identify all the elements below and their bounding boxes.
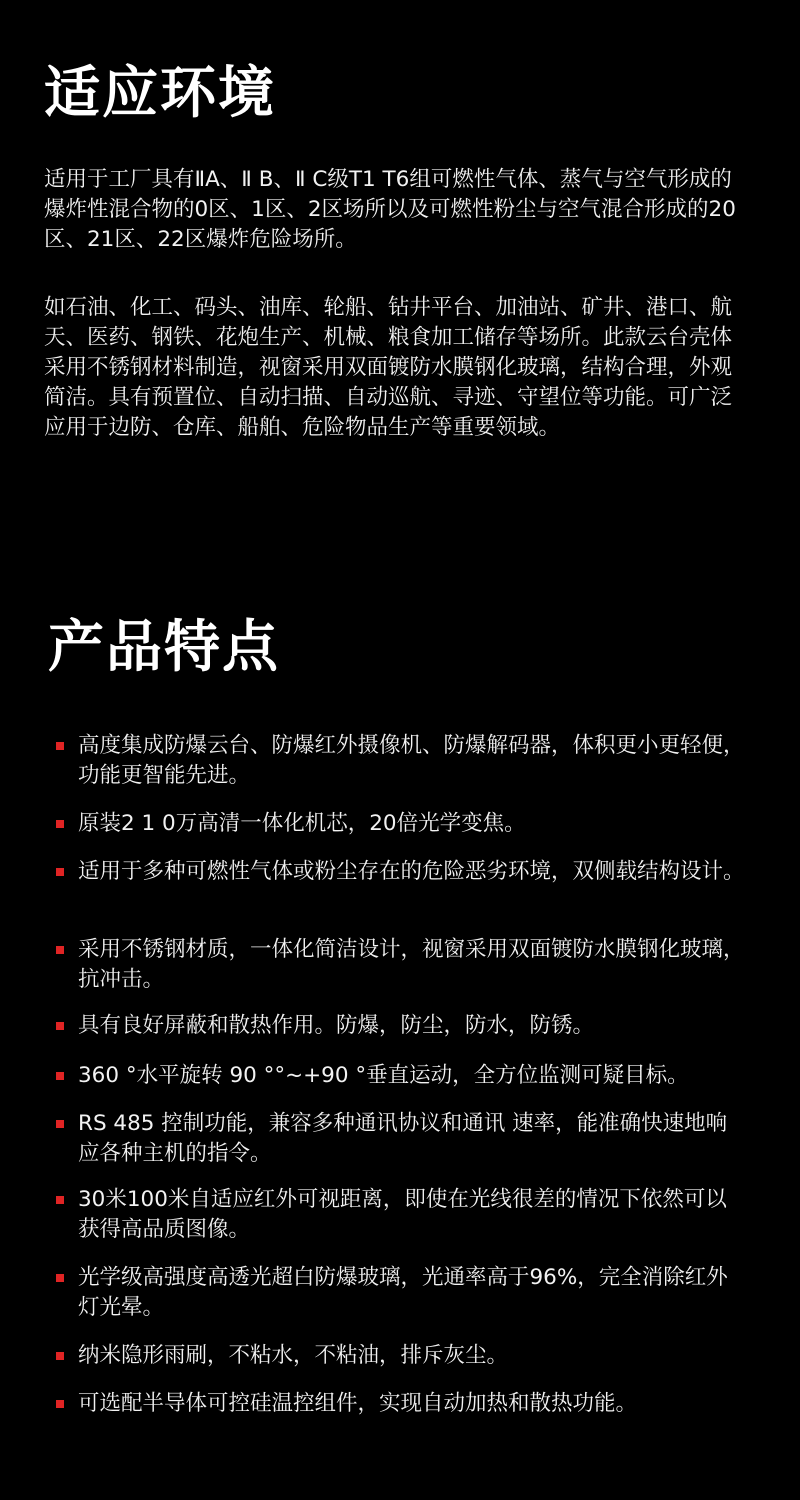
- features-heading: 产品特点: [48, 615, 280, 680]
- feature-text: 30米100米自适应红外可视距离，即使在光线很差的情况下依然可以获得高品质图像。: [78, 1187, 727, 1242]
- feature-text: 高度集成防爆云台、防爆红外摄像机、防爆解码器，体积更小更轻便，功能更智能先进。: [78, 733, 745, 788]
- bullet-square-icon: [56, 1120, 64, 1128]
- feature-text: 可选配半导体可控硅温控组件，实现自动加热和散热功能。: [78, 1391, 638, 1416]
- environment-paragraph-2: 如石油、化工、码头、油库、轮船、钻井平台、加油站、矿井、港口、航天、医药、钢铁、花炮生产、机械、粮食加工储存等场所。此款云台壳体采用不锈钢材料制造，视窗采用双面镀防水膜钢化玻璃，结构合理，外观简洁。具有预置位、自动扫描、自动巡航、寻迹、守望位等功能。可广泛应用于边防、仓库、船舶、危险物品生产等重要领域。: [44, 295, 733, 440]
- feature-text: 具有良好屏蔽和散热作用。防爆，防尘，防水，防锈。: [78, 1013, 595, 1038]
- environment-heading: 适应环境: [44, 61, 276, 126]
- feature-text: 360 °水平旋转 90 °°~+90 °垂直运动，全方位监测可疑目标。: [78, 1063, 689, 1088]
- feature-text: 光学级高强度高透光超白防爆玻璃，光通率高于96%，完全消除红外灯光晕。: [78, 1265, 728, 1320]
- bullet-square-icon: [56, 946, 64, 954]
- bullet-square-icon: [56, 820, 64, 828]
- bullet-square-icon: [56, 868, 64, 876]
- feature-text: 纳米隐形雨刷，不粘水，不粘油，排斥灰尘。: [78, 1343, 509, 1368]
- bullet-square-icon: [56, 1274, 64, 1282]
- feature-text: RS 485 控制功能，兼容多种通讯协议和通讯 速率，能准确快速地响应各种主机的指令。: [78, 1111, 728, 1166]
- bullet-square-icon: [56, 1196, 64, 1204]
- bullet-square-icon: [56, 1022, 64, 1030]
- bullet-square-icon: [56, 1072, 64, 1080]
- bullet-square-icon: [56, 1352, 64, 1360]
- bullet-square-icon: [56, 742, 64, 750]
- bullet-square-icon: [56, 1400, 64, 1408]
- environment-paragraph-1: 适用于工厂具有ⅡA、Ⅱ B、Ⅱ C级T1 T6组可燃性气体、蒸气与空气形成的爆炸性混合物的0区、1区、2区场所以及可燃性粉尘与空气混合形成的20区、21区、22区爆炸危险场所。: [44, 167, 736, 252]
- feature-text: 原装2 1 0万高清一体化机芯，20倍光学变焦。: [78, 811, 526, 836]
- feature-text: 采用不锈钢材质，一体化简洁设计，视窗采用双面镀防水膜钢化玻璃，抗冲击。: [78, 937, 745, 992]
- feature-text: 适用于多种可燃性气体或粉尘存在的危险恶劣环境，双侧载结构设计。: [78, 859, 745, 884]
